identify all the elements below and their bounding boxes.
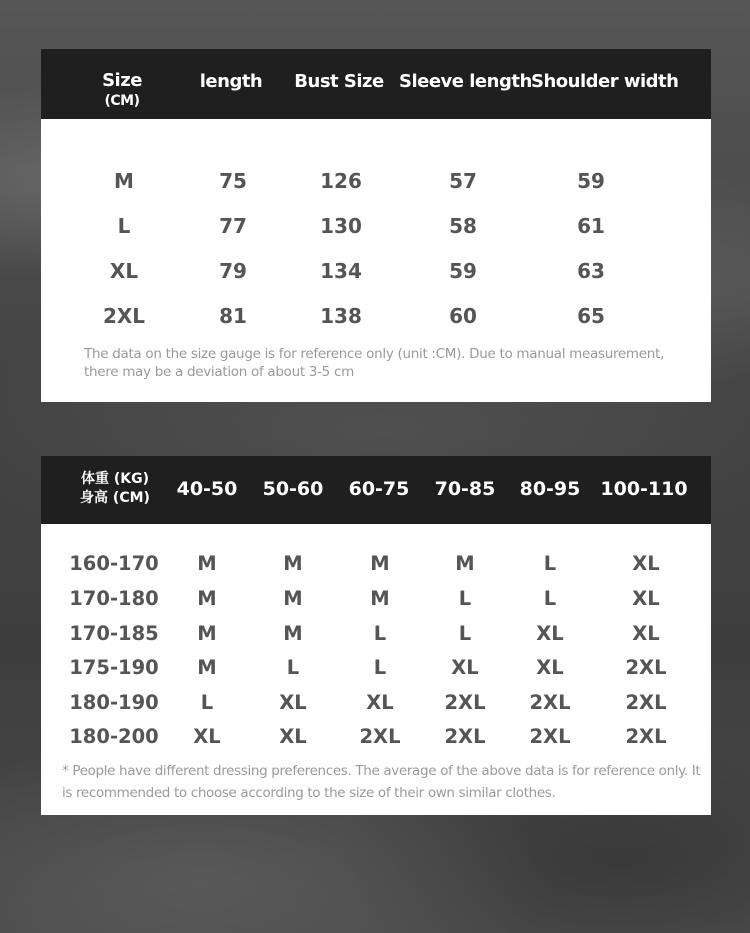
- cell-recommended-size: 2XL: [625, 656, 667, 679]
- cell-recommended-size: L: [543, 552, 557, 575]
- header-weight-range: 60-75: [348, 478, 410, 500]
- cell-recommended-size: 2XL: [529, 691, 571, 714]
- size-chart-note: The data on the size gauge is for reference only (unit :CM). Due to manual measurement, there may be a deviation of about 3-5 cm: [84, 346, 665, 380]
- cell-recommended-size: M: [197, 622, 217, 645]
- cell-recommended-size: M: [197, 656, 217, 679]
- header-weight-range: 40-50: [176, 478, 238, 500]
- cell-recommended-size: XL: [536, 622, 564, 645]
- cell-recommended-size: XL: [279, 725, 307, 748]
- cell-recommended-size: XL: [632, 622, 660, 645]
- cell-length: 81: [219, 304, 247, 328]
- cell-recommended-size: XL: [279, 691, 307, 714]
- cell-length: 75: [219, 169, 247, 193]
- cell-length: 79: [219, 259, 247, 283]
- header-weight-range: 100-110: [600, 478, 688, 500]
- header-weight-range: 80-95: [519, 478, 581, 500]
- cell-shoulder: 65: [577, 304, 605, 328]
- cell-recommended-size: L: [458, 587, 472, 610]
- cell-height-range: 160-170: [69, 552, 159, 575]
- cell-bust: 134: [320, 259, 362, 283]
- cell-height-range: 170-180: [69, 587, 159, 610]
- cell-recommended-size: M: [370, 587, 390, 610]
- header-length: length: [199, 71, 263, 92]
- cell-recommended-size: XL: [193, 725, 221, 748]
- header-weight-range: 50-60: [262, 478, 324, 500]
- cell-recommended-size: M: [455, 552, 475, 575]
- fit-chart-panel: [41, 456, 711, 815]
- cell-length: 77: [219, 214, 247, 238]
- cell-recommended-size: M: [197, 552, 217, 575]
- cell-recommended-size: XL: [632, 587, 660, 610]
- header-shoulder-width: Shoulder width: [531, 71, 679, 92]
- cell-recommended-size: XL: [451, 656, 479, 679]
- header-size-label: Size: [102, 70, 142, 91]
- header-size-unit: (CM): [104, 93, 140, 109]
- header-bust-size: Bust Size: [294, 71, 384, 92]
- fit-chart-body: [41, 524, 711, 815]
- header-height-label: 身高 (CM): [80, 490, 150, 506]
- cell-size: 2XL: [102, 304, 146, 328]
- cell-sleeve: 60: [449, 304, 477, 328]
- cell-height-range: 170-185: [69, 622, 159, 645]
- header-weight-label: 体重 (KG): [80, 471, 149, 487]
- cell-recommended-size: 2XL: [529, 725, 571, 748]
- fit-chart-note: * People have different dressing preferences. The average of the above data is for reference only. It is recommended to choose according to the size of their own similar clothes.: [62, 763, 701, 801]
- cell-height-range: 180-200: [69, 725, 159, 748]
- cell-shoulder: 61: [577, 214, 605, 238]
- cell-recommended-size: 2XL: [444, 691, 486, 714]
- header-sleeve-length: Sleeve length: [399, 71, 532, 92]
- cell-recommended-size: M: [283, 552, 303, 575]
- size-chart-body: [41, 119, 711, 402]
- header-weight-height: [65, 470, 165, 508]
- cell-shoulder: 63: [577, 259, 605, 283]
- cell-recommended-size: L: [286, 656, 300, 679]
- cell-recommended-size: 2XL: [359, 725, 401, 748]
- cell-recommended-size: M: [197, 587, 217, 610]
- cell-recommended-size: L: [543, 587, 557, 610]
- cell-recommended-size: XL: [536, 656, 564, 679]
- cell-recommended-size: 2XL: [625, 691, 667, 714]
- cell-size: XL: [109, 259, 139, 283]
- cell-height-range: 180-190: [69, 691, 159, 714]
- cell-recommended-size: M: [283, 622, 303, 645]
- cell-recommended-size: L: [373, 622, 387, 645]
- cell-recommended-size: L: [200, 691, 214, 714]
- cell-bust: 126: [320, 169, 362, 193]
- cell-sleeve: 57: [449, 169, 477, 193]
- cell-bust: 138: [320, 304, 362, 328]
- cell-height-range: 175-190: [69, 656, 159, 679]
- cell-recommended-size: XL: [632, 552, 660, 575]
- cell-sleeve: 58: [449, 214, 477, 238]
- header-size: [82, 71, 162, 111]
- size-chart-panel: [41, 49, 711, 402]
- cell-recommended-size: M: [283, 587, 303, 610]
- size-chart-header: [41, 49, 711, 119]
- fit-chart-header: [41, 456, 711, 524]
- header-weight-range: 70-85: [434, 478, 496, 500]
- cell-recommended-size: 2XL: [444, 725, 486, 748]
- cell-recommended-size: L: [458, 622, 472, 645]
- cell-recommended-size: L: [373, 656, 387, 679]
- cell-size: M: [114, 169, 134, 193]
- cell-recommended-size: 2XL: [625, 725, 667, 748]
- cell-recommended-size: M: [370, 552, 390, 575]
- cell-shoulder: 59: [577, 169, 605, 193]
- cell-recommended-size: XL: [366, 691, 394, 714]
- cell-bust: 130: [320, 214, 362, 238]
- cell-sleeve: 59: [449, 259, 477, 283]
- cell-size: L: [117, 214, 131, 238]
